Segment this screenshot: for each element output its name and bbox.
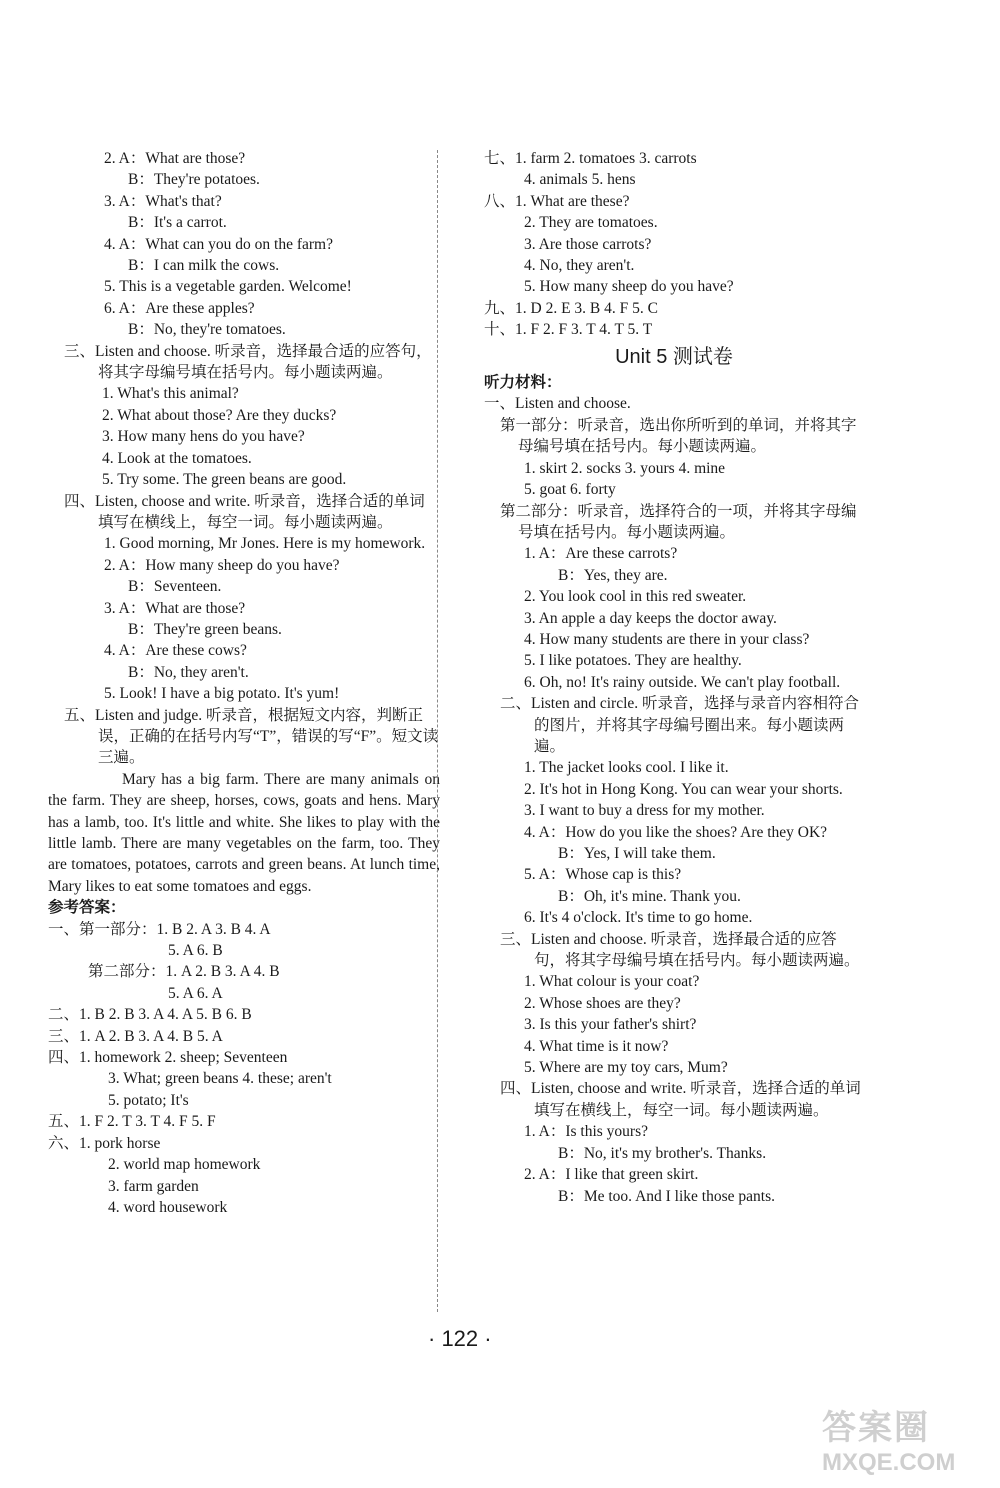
text-line: 5. potato; It's (108, 1091, 189, 1109)
text-line: 五、1. F 2. T 3. T 4. F 5. F (48, 1113, 216, 1131)
text-line: B：Me too. And I like those pants. (558, 1187, 775, 1205)
text-line: 5. I like potatoes. They are healthy. (524, 652, 742, 670)
section-heading: 参考答案： (48, 899, 126, 917)
text-line: 1. What colour is your coat? (524, 973, 700, 991)
text-line: 第二部分：听录音，选择符合的一项，并将其字母编号填在括号内。每小题读两遍。 (500, 502, 857, 541)
watermark-url: MXQE.COM (822, 1449, 956, 1476)
watermark-logo: 答案圈 (822, 1408, 930, 1448)
text-line: B：Yes, they are. (558, 566, 668, 584)
text-line: 第一部分：听录音，选出你所听到的单词，并将其字母编号填在括号内。每小题读两遍。 (500, 416, 857, 456)
text-line: 1. skirt 2. socks 3. yours 4. mine (524, 459, 726, 477)
text-line: 3. A：What's that? (104, 192, 222, 210)
text-line: 4. No, they aren't. (524, 257, 635, 275)
text-line: 2. What about those? Are they ducks? (102, 406, 337, 424)
right-column (484, 148, 864, 1207)
text-line: 4. Look at the tomatoes. (102, 449, 252, 467)
text-line: 3. How many hens do you have? (102, 428, 305, 446)
text-line: 5. How many sheep do you have? (524, 278, 734, 296)
text-line: 一、第一部分：1. B 2. A 3. B 4. A (48, 920, 271, 938)
text-line: 5. Look! I have a big potato. It's yum! (104, 685, 340, 703)
text-line: 1. Good morning, Mr Jones. Here is my homework. (104, 535, 426, 553)
text-line: 六、1. pork horse (48, 1134, 161, 1152)
text-line: 2. You look cool in this red sweater. (524, 588, 747, 606)
text-line: 1. The jacket looks cool. I like it. (524, 759, 729, 777)
text-line: 2. It's hot in Hong Kong. You can wear your shorts. (524, 780, 843, 798)
text-line: 3. farm garden (108, 1177, 199, 1195)
text-line: 3. A：What are those? (104, 599, 246, 617)
text-line: 1. A：Are these carrots? (524, 545, 678, 563)
text-line: 3. Is this your father's shirt? (524, 1016, 697, 1034)
text-line: 四、1. homework 2. sheep; Seventeen (48, 1049, 288, 1067)
text-line: B：No, they aren't. (128, 663, 249, 681)
text-line: 5. goat 6. forty (524, 481, 616, 499)
text-line: 四、Listen, choose and write. 听录音，选择合适的单词填写在横线上，每空一词。每小题读两遍。 (64, 492, 425, 531)
text-line: B：They're potatoes. (128, 171, 260, 189)
watermark (822, 1400, 990, 1480)
text-line: 6. Oh, no! It's rainy outside. We can't play football. (524, 673, 841, 691)
text-line: 三、Listen and choose. 听录音，选择最合适的应答句，将其字母编号填在括号内。每小题读两遍。 (64, 342, 432, 382)
text-line: 4. A：What can you do on the farm? (104, 235, 333, 253)
text-line: B：Yes, I will take them. (558, 845, 716, 862)
text-line: 4. A：How do you like the shoes? Are they OK? (524, 823, 828, 841)
text-line: 2. Whose shoes are they? (524, 994, 681, 1012)
text-line: 6. A：Are these apples? (104, 299, 255, 317)
text-line: 五、Listen and judge. 听录音，根据短文内容，判断正误，正确的在括号内写“T”，错误的写“F”。短文读三遍。 (64, 706, 439, 767)
text-line: 5. A 6. A (168, 984, 223, 1002)
unit-title: Unit 5 测试卷 (615, 345, 733, 368)
text-line: B：Seventeen. (128, 578, 222, 596)
text-line: 2. A：I like that green skirt. (524, 1166, 699, 1184)
text-line: B：They're green beans. (128, 620, 282, 638)
text-line: 1. What's this animal? (102, 385, 239, 403)
section-heading: 听力材料： (484, 374, 562, 392)
text-line: B：No, it's my brother's. Thanks. (558, 1144, 767, 1162)
text-line: 一、Listen and choose. (484, 395, 631, 413)
text-line: 4. How many students are there in your class? (524, 630, 810, 648)
text-line: 3. I want to buy a dress for my mother. (524, 802, 765, 820)
left-column (48, 148, 440, 1218)
text-line: 八、1. What are these? (484, 192, 630, 210)
text-line: 三、Listen and choose. 听录音，选择最合适的应答句，将其字母编号填在括号内。每小题读两遍。 (500, 930, 860, 970)
text-line: 3. What; green beans 4. these; aren't (108, 1070, 332, 1088)
text-line: 4. What time is it now? (524, 1037, 669, 1055)
text-line: 3. Are those carrots? (524, 235, 652, 253)
text-line: B：I can milk the cows. (128, 257, 280, 275)
text-line: 5. Where are my toy cars, Mum? (524, 1059, 728, 1077)
text-line: 四、Listen, choose and write. 听录音，选择合适的单词填写在横线上，每空一词。每小题读两遍。 (500, 1080, 861, 1119)
text-line: 5. A 6. B (168, 942, 223, 960)
text-line: 3. An apple a day keeps the doctor away. (524, 609, 777, 627)
text-line: 4. animals 5. hens (524, 171, 636, 189)
text-line: 十、1. F 2. F 3. T 4. T 5. T (484, 321, 653, 339)
text-line: 2. world map homework (108, 1156, 261, 1174)
text-line: B：No, they're tomatoes. (128, 321, 286, 339)
page-number: · 122 · (428, 1326, 492, 1351)
text-line: 5. This is a vegetable garden. Welcome! (104, 278, 352, 296)
text-line: Mary has a big farm. There are many animals on the farm. They are sheep, horses, cows, goats and hens. Mary has a lamb, too. It's little and white. She likes to play with the little lamb. There are many vegetables on the farm, too. They are tomatoes, potatoes, carrots and green beans. At lunch time, Mary likes to eat some tomatoes and eggs. (48, 770, 440, 895)
text-line: B：It's a carrot. (128, 214, 227, 232)
text-line: 4. word housework (108, 1198, 228, 1216)
text-line: 第二部分：1. A 2. B 3. A 4. B (88, 963, 280, 981)
text-line: 三、1. A 2. B 3. A 4. B 5. A (48, 1027, 223, 1045)
text-line: 5. A：Whose cap is this? (524, 866, 682, 884)
text-line: 二、1. B 2. B 3. A 4. A 5. B 6. B (48, 1006, 252, 1024)
text-line: 4. A：Are these cows? (104, 642, 247, 660)
text-line: 二、Listen and circle. 听录音，选择与录音内容相符合的图片，并将其字母编号圈出来。每小题读两遍。 (500, 695, 860, 755)
text-line: 2. They are tomatoes. (524, 214, 658, 232)
text-line: 2. A：How many sheep do you have? (104, 556, 340, 574)
text-line: 2. A：What are those? (104, 150, 246, 167)
text-line: 1. A：Is this yours? (524, 1123, 649, 1141)
column-divider (437, 150, 438, 1312)
text-line: 6. It's 4 o'clock. It's time to go home. (524, 909, 753, 927)
text-line: B：Oh, it's mine. Thank you. (558, 887, 741, 905)
text-line: 七、1. farm 2. tomatoes 3. carrots (484, 150, 697, 167)
text-line: 九、1. D 2. E 3. B 4. F 5. C (484, 299, 658, 317)
text-line: 5. Try some. The green beans are good. (102, 471, 347, 489)
